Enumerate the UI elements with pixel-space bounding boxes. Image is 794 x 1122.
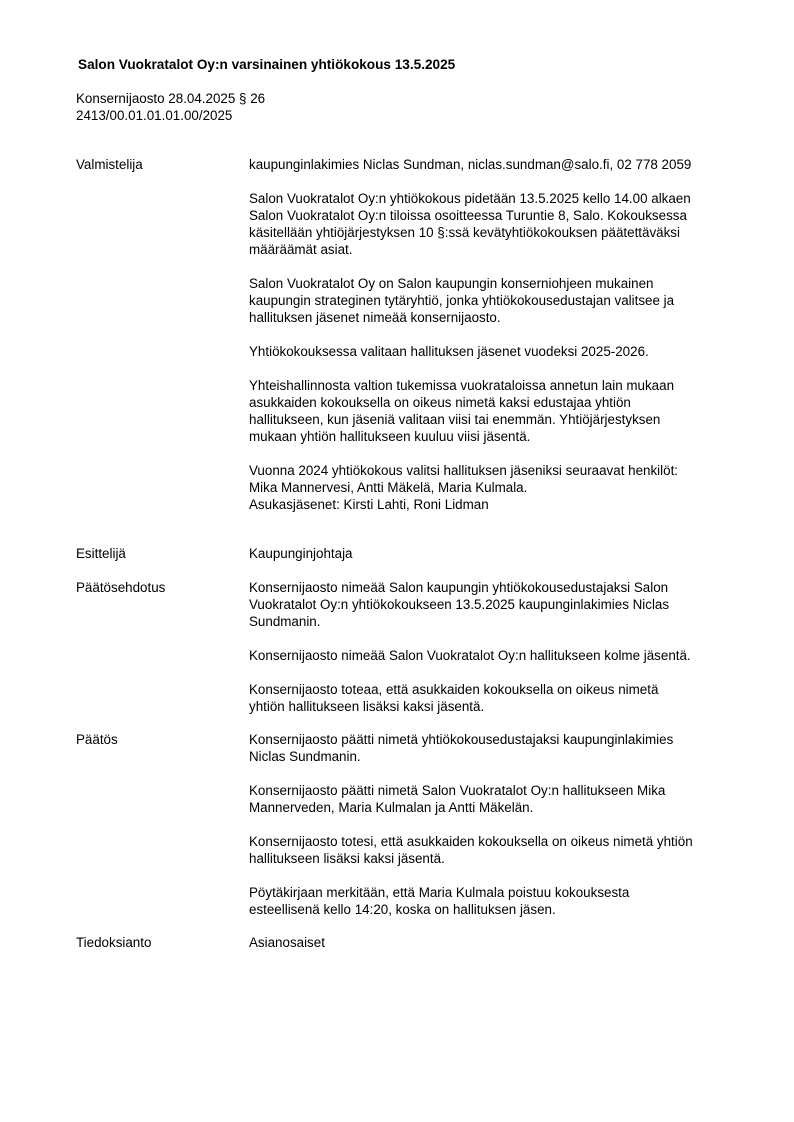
paragraph <box>249 934 743 951</box>
paragraph <box>249 545 743 562</box>
text-line: hallitukseen lisäksi kaksi jäsentä. <box>249 851 445 866</box>
text-line: asukkaiden kokouksella on oikeus nimetä kaksi edustajaa yhtiön <box>249 395 631 410</box>
text-line: Vuokratalot Oy:n yhtiökokoukseen 13.5.2025 kaupunginlakimies Niclas <box>249 597 670 612</box>
text-line: esteellisenä kello 14:20, koska on hallituksen jäsen. <box>249 902 556 917</box>
paragraph <box>249 156 743 173</box>
section-label: Päätösehdotus <box>76 580 166 595</box>
document-title: Salon Vuokratalot Oy:n varsinainen yhtiökokous 13.5.2025 <box>78 57 456 72</box>
text-line: Mannerveden, Maria Kulmalan ja Antti Mäkelän. <box>249 800 534 815</box>
section-label: Päätös <box>76 732 118 747</box>
paragraph <box>249 833 743 867</box>
section-label: Tiedoksianto <box>76 935 152 950</box>
text-line: Pöytäkirjaan merkitään, että Maria Kulmala poistuu kokouksesta <box>249 885 630 900</box>
section-label: Esittelijä <box>76 546 126 561</box>
paragraph <box>249 275 743 326</box>
text-line: Konsernijaosto toteaa, että asukkaiden kokouksella on oikeus nimetä <box>249 682 659 697</box>
text-line: käsitellään yhtiöjärjestyksen 10 §:ssä kevätyhtiökokouksen päätettäväksi <box>249 225 680 240</box>
text-line: Konsernijaosto totesi, että asukkaiden kokouksella on oikeus nimetä yhtiön <box>249 834 693 849</box>
text-line: yhtiön hallitukseen lisäksi kaksi jäsentä. <box>249 699 485 714</box>
meeting-reference: Konsernijaosto 28.04.2025 § 26 <box>76 91 266 106</box>
text-line: Salon Vuokratalot Oy on Salon kaupungin konserniohjeen mukainen <box>249 276 654 291</box>
paragraph <box>249 884 743 918</box>
paragraph <box>249 731 743 765</box>
text-line: Konsernijaosto nimeää Salon kaupungin yhtiökokousedustajaksi Salon <box>249 580 669 595</box>
section-content <box>249 579 743 715</box>
text-line: hallitukseen, kun jäseniä valitaan viisi tai enemmän. Yhtiöjärjestyksen <box>249 412 661 427</box>
text-line: Kaupunginjohtaja <box>249 546 353 561</box>
text-line: Vuonna 2024 yhtiökokous valitsi hallituksen jäseniksi seuraavat henkilöt: <box>249 463 679 478</box>
paragraph <box>249 343 743 360</box>
text-line: Salon Vuokratalot Oy:n tiloissa osoitteessa Turuntie 8, Salo. Kokouksessa <box>249 208 687 223</box>
section-content <box>249 156 743 513</box>
text-line: Asukasjäsenet: Kirsti Lahti, Roni Lidman <box>249 497 489 512</box>
paragraph <box>249 462 743 513</box>
section-content <box>249 545 743 562</box>
paragraph <box>249 377 743 445</box>
text-line: kaupungin strateginen tytäryhtiö, jonka yhtiökokousedustajan valitsee ja <box>249 293 675 308</box>
paragraph <box>249 681 743 715</box>
text-line: hallituksen jäsenet nimeää konsernijaosto. <box>249 310 501 325</box>
text-line: Konsernijaosto nimeää Salon Vuokratalot Oy:n hallitukseen kolme jäsentä. <box>249 648 691 663</box>
text-line: kaupunginlakimies Niclas Sundman, niclas.sundman@salo.fi, 02 778 2059 <box>249 157 692 172</box>
text-line: Yhteishallinnosta valtion tukemissa vuokrataloissa annetun lain mukaan <box>249 378 675 393</box>
meeting-meta <box>76 90 265 124</box>
text-line: Sundmanin. <box>249 614 321 629</box>
paragraph <box>249 647 743 664</box>
paragraph <box>249 190 743 258</box>
section-content <box>249 934 743 951</box>
text-line: Asianosaiset <box>249 935 325 950</box>
section-label: Valmistelija <box>76 157 143 172</box>
text-line: määräämät asiat. <box>249 242 353 257</box>
text-line: Niclas Sundmanin. <box>249 749 361 764</box>
text-line: Konsernijaosto päätti nimetä yhtiökokousedustajaksi kaupunginlakimies <box>249 732 674 747</box>
text-line: Konsernijaosto päätti nimetä Salon Vuokratalot Oy:n hallitukseen Mika <box>249 783 666 798</box>
text-line: Mika Mannervesi, Antti Mäkelä, Maria Kulmala. <box>249 480 528 495</box>
text-line: Salon Vuokratalot Oy:n yhtiökokous pidetään 13.5.2025 kello 14.00 alkaen <box>249 191 691 206</box>
text-line: mukaan yhtiön hallitukseen kuuluu viisi jäsentä. <box>249 429 531 444</box>
paragraph <box>249 579 743 630</box>
section-content <box>249 731 743 918</box>
text-line: Yhtiökokouksessa valitaan hallituksen jäsenet vuodeksi 2025-2026. <box>249 344 649 359</box>
paragraph <box>249 782 743 816</box>
diary-number: 2413/00.01.01.01.00/2025 <box>76 108 233 123</box>
